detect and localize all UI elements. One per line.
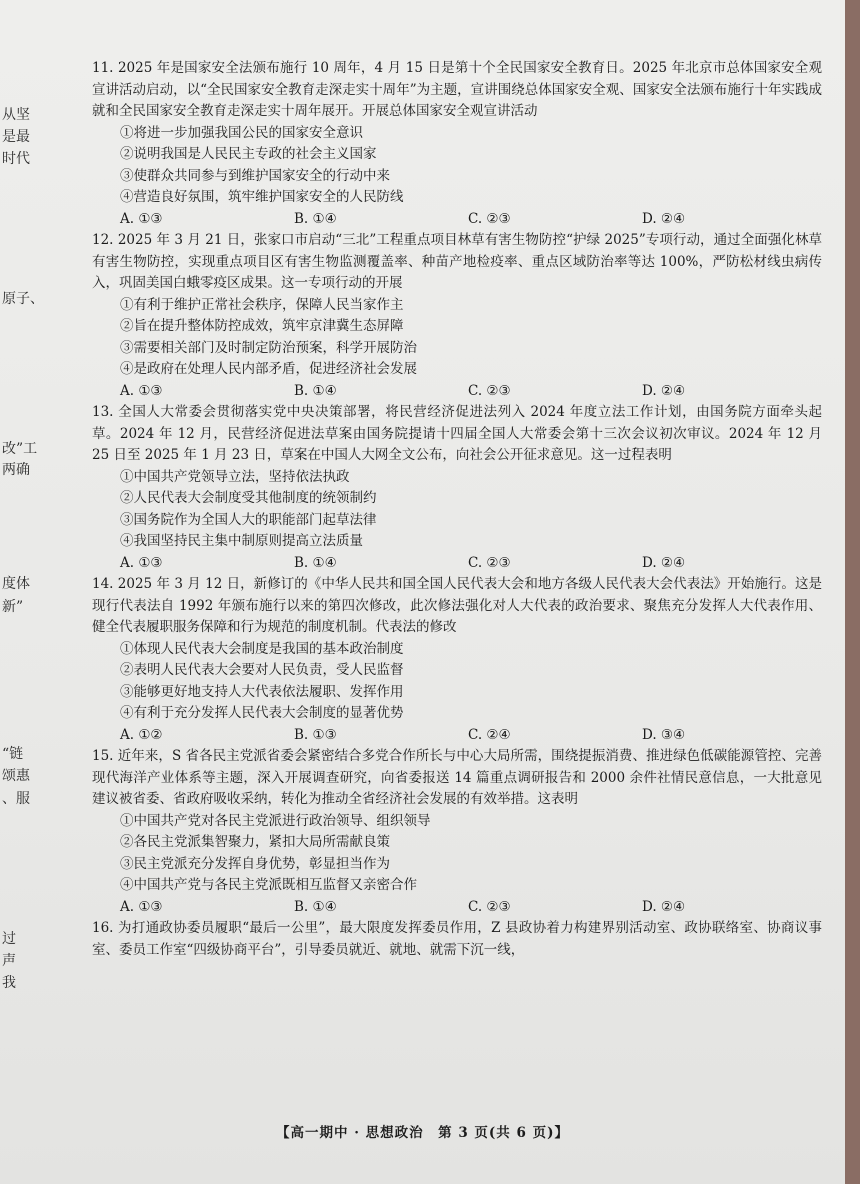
margin-text-fragment: 从坚: [2, 107, 30, 123]
question-stem: 16. 为打通政协委员履职“最后一公里”，最大限度发挥委员作用，Z 县政协着力构建界别活动室、政协联络室、协商议事室、委员工作室“四级协商平台”，引导委员就近、就地、就需下沉一线，: [92, 920, 822, 958]
answer-choice: D. ②④: [642, 382, 686, 399]
question-stem: 15. 近年来，S 省各民主党派省委会紧密结合多党合作所长与中心大局所需，围绕提振消费、推进绿色低碳能源管控、完善现代海洋产业体系等主题，深入开展调查研究，向省委报送 14 篇重点调研报告和 2000 余件社情民意信息，一大批意见建议被省委、省政府吸收采纳，转化为推动全省经济社会发展的有效举措。这表明: [92, 748, 822, 807]
statement-option: ③使群众共同参与到维护国家安全的行动中来: [120, 167, 390, 184]
answer-choices: [92, 725, 822, 747]
statement-option: ③国务院作为全国人大的职能部门起草法律: [120, 511, 377, 528]
question-stem: 12. 2025 年 3 月 21 日，张家口市启动“三北”工程重点项目林草有害生物防控“护绿 2025”专项行动，通过全面强化林草有害生物防控，实现重点项目区有害生物监测覆盖率、种苗产地检疫率、重点区域防治率等达 100%，严防松材线虫病传入，巩固美国白蛾零疫区成果。这一专项行动的开展: [92, 232, 822, 291]
answer-choice: D. ②④: [642, 898, 686, 915]
statement-option: ③需要相关部门及时制定防治预案，科学开展防治: [120, 339, 417, 356]
question-stem: 11. 2025 年是国家安全法颁布施行 10 周年，4 月 15 日是第十个全民国家安全教育日。2025 年北京市总体国家安全观宣讲活动启动，以“全民国家安全教育走深走实十周年”为主题，宣讲围绕总体国家安全观、国家安全法颁布施行十年实践成就和全民国家安全教育走深走实十周年展开。开展总体国家安全观宣讲活动: [92, 60, 822, 119]
statement-option: ④我国坚持民主集中制原则提高立法质量: [120, 533, 363, 549]
previous-page-margin: [0, 0, 50, 1184]
answer-choices: [92, 381, 822, 403]
answer-choice: A. ①③: [120, 554, 163, 571]
margin-text-fragment: “链: [2, 746, 24, 762]
answer-choice: D. ②④: [642, 210, 686, 227]
question-list: [92, 58, 822, 961]
question: [92, 230, 822, 402]
margin-text-fragment: 过: [2, 931, 16, 947]
answer-choices: [92, 209, 822, 231]
question-stem: 14. 2025 年 3 月 12 日，新修订的《中华人民共和国全国人民代表大会和地方各级人民代表大会代表法》开始施行。这是现行代表法自 1992 年颁布施行以来的第四次修改，此次修法强化对人大代表的政治要求、聚焦充分发挥人大代表作用、健全代表履职服务保障和行为规范的制度机制。代表法的修改: [92, 576, 822, 635]
answer-choice: C. ②③: [468, 382, 511, 399]
answer-choice: A. ①③: [120, 210, 163, 227]
statement-option: ①中国共产党领导立法，坚持依法执政: [120, 468, 350, 485]
statement-option: ①将进一步加强我国公民的国家安全意识: [120, 124, 363, 141]
answer-choice: C. ②③: [468, 210, 511, 227]
question: [92, 58, 822, 230]
statement-option: ②说明我国是人民民主专政的社会主义国家: [120, 146, 377, 162]
answer-choice: D. ②④: [642, 554, 686, 571]
question-stem: 13. 全国人大常委会贯彻落实党中央决策部署，将民营经济促进法列入 2024 年度立法工作计划，由国务院方面牵头起草。2024 年 12 月，民营经济促进法草案由国务院提请十四届全国人大常委会第十三次会议初次审议。2024 年 12 月 25 日至 2025 年 1 月 23 日，草案在中国人大网全文公布，向社会公开征求意见。这一过程表明: [92, 404, 822, 463]
statement-option: ③民主党派充分发挥自身优势，彰显担当作为: [120, 855, 390, 872]
answer-choices: [92, 553, 822, 575]
statement-option: ①中国共产党对各民主党派进行政治领导、组织领导: [120, 812, 431, 829]
statement-option: ④是政府在处理人民内部矛盾，促进经济社会发展: [120, 361, 417, 377]
statement-option: ③能够更好地支持人大代表依法履职、发挥作用: [120, 683, 404, 700]
question: [92, 574, 822, 746]
statement-option: ④有利于充分发挥人民代表大会制度的显著优势: [120, 705, 404, 721]
page-footer: 【高一期中 · 思想政治 第 3 页(共 6 页)】: [276, 1125, 569, 1141]
answer-choice: C. ②③: [468, 554, 511, 571]
statement-option: ②各民主党派集智聚力，紧扣大局所需献良策: [120, 834, 390, 850]
answer-choice: B. ①④: [294, 898, 337, 915]
question: [92, 746, 822, 918]
margin-text-fragment: 原子、: [2, 291, 44, 307]
margin-text-fragment: 、服: [2, 791, 30, 807]
margin-text-fragment: 度体: [2, 576, 30, 592]
answer-choice: B. ①④: [294, 554, 337, 571]
margin-text-fragment: 新”: [2, 599, 24, 615]
margin-text-fragment: 声: [2, 953, 16, 969]
statement-option: ④中国共产党与各民主党派既相互监督又亲密合作: [120, 877, 417, 893]
answer-choice: A. ①③: [120, 382, 163, 399]
margin-text-fragment: 时代: [2, 151, 30, 167]
answer-choice: C. ②③: [468, 898, 511, 915]
margin-text-fragment: 两确: [2, 462, 30, 478]
question: [92, 402, 822, 574]
margin-text-fragment: 颂惠: [2, 768, 30, 784]
statement-option: ②表明人民代表大会要对人民负责，受人民监督: [120, 662, 404, 678]
answer-choice: A. ①②: [120, 726, 163, 743]
statement-option: ④营造良好氛围，筑牢维护国家安全的人民防线: [120, 189, 404, 205]
statement-option: ①体现人民代表大会制度是我国的基本政治制度: [120, 640, 404, 657]
answer-choice: B. ①④: [294, 210, 337, 227]
answer-choices: [92, 897, 822, 919]
answer-choice: B. ①④: [294, 382, 337, 399]
margin-text-fragment: 改”工: [2, 441, 38, 457]
question: [92, 918, 822, 961]
answer-choice: B. ①③: [294, 726, 337, 743]
answer-choice: C. ②④: [468, 726, 511, 743]
margin-text-fragment: 我: [2, 975, 16, 991]
statement-option: ①有利于维护正常社会秩序，保障人民当家作主: [120, 296, 404, 313]
statement-option: ②旨在提升整体防控成效，筑牢京津冀生态屏障: [120, 318, 404, 334]
statement-option: ②人民代表大会制度受其他制度的统领制约: [120, 490, 377, 506]
answer-choice: D. ③④: [642, 726, 686, 743]
margin-text-fragment: 是最: [2, 129, 30, 145]
answer-choice: A. ①③: [120, 898, 163, 915]
